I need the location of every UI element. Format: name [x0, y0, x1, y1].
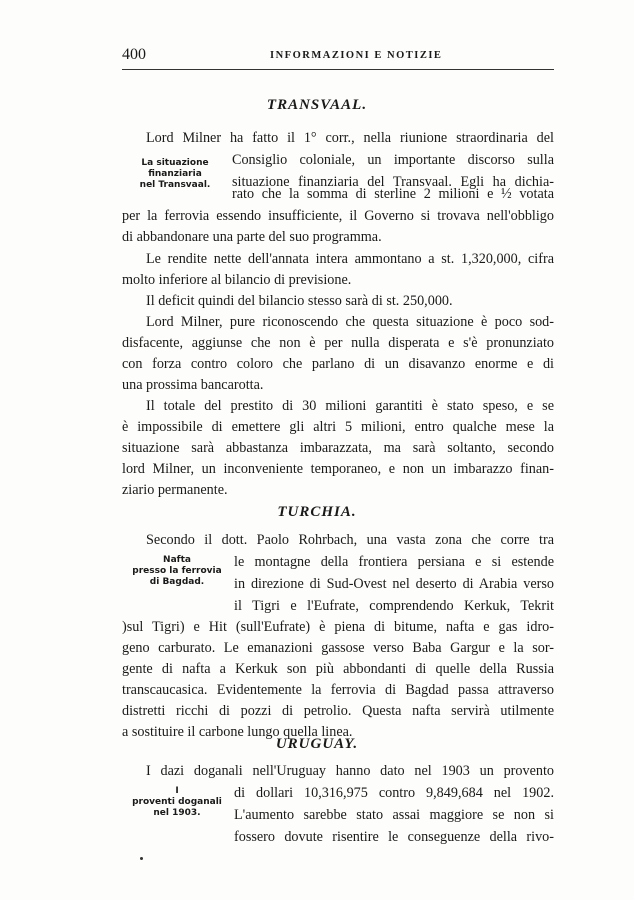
paragraph-line: fossero dovute risentire le conseguenze della rivo-: [234, 829, 554, 845]
paragraph-line: geno carburato. Le emanazioni gassose verso Baba Gargur e la sor-: [122, 640, 554, 656]
side-note-uruguay: I proventi doganali nel 1903.: [132, 786, 222, 818]
paragraph-line: Il totale del prestito di 30 milioni garantiti è stato speso, e se: [146, 398, 554, 414]
paragraph-line: rato che la somma di sterline 2 milioni e ½ votata: [232, 186, 554, 202]
paragraph-line: )sul Tigri) e Hit (sull'Eufrate) è piena di bitume, nafta e gas idro-: [122, 619, 554, 635]
ink-speck: [140, 857, 143, 860]
side-note-turchia: Nafta presso la ferrovia di Bagdad.: [132, 555, 222, 587]
paragraph-line: situazione finanziaria del Transvaal. Egli ha dichia-: [232, 174, 554, 190]
paragraph-line: in direzione di Sud-Ovest nel deserto di Arabia verso: [234, 576, 554, 592]
paragraph-line: le montagne della frontiera persiana e si estende: [234, 554, 554, 570]
page-header: [122, 46, 554, 66]
paragraph-line: Il deficit quindi del bilancio stesso sarà di st. 250,000.: [146, 293, 453, 309]
header-rule: [122, 69, 554, 70]
paragraph-line: distretti ricchi di pozzi di petrolio. Questa nafta servirà utilmente: [122, 703, 554, 719]
paragraph-line: il Tigri e l'Eufrate, comprendendo Kerkuk, Tekrit: [234, 598, 554, 614]
paragraph-line: per la ferrovia essendo insufficiente, il Governo si trovava nell'obbligo: [122, 208, 554, 224]
paragraph-line: ziario permanente.: [122, 482, 228, 498]
paragraph-line: di dollari 10,316,975 contro 9,849,684 nel 1902.: [234, 785, 554, 801]
section-title-uruguay: URUGUAY.: [275, 736, 359, 752]
paragraph-line: gente di nafta a Kerkuk son più abbondanti di quelle della Russia: [122, 661, 554, 677]
running-title: INFORMAZIONI E NOTIZIE: [270, 50, 443, 61]
side-note-transvaal: La situazione finanziaria nel Transvaal.: [139, 158, 211, 190]
paragraph-line: disfacente, aggiunse che non è per nulla disperata e s'è pronunziato: [122, 335, 554, 351]
paragraph-line: con forza contro coloro che parlano di un disavanzo enorme e di: [122, 356, 554, 372]
paragraph-line: situazione sarà abbastanza imbarazzata, ma sarà soltanto, secondo: [122, 440, 554, 456]
paragraph-line: Consiglio coloniale, un importante discorso sulla: [232, 152, 554, 168]
paragraph-line: a sostituire il carbone lungo quella linea.: [122, 724, 353, 740]
section-title-turchia: TURCHIA.: [277, 504, 357, 520]
paragraph-line: Lord Milner ha fatto il 1° corr., nella riunione straordinaria del: [146, 130, 554, 146]
paragraph-line: I dazi doganali nell'Uruguay hanno dato nel 1903 un provento: [146, 763, 554, 779]
paragraph-line: L'aumento sarebbe stato assai maggiore se non si: [234, 807, 554, 823]
paragraph-line: molto inferiore al bilancio di previsione.: [122, 272, 352, 288]
paragraph-line: Secondo il dott. Paolo Rohrbach, una vasta zona che corre tra: [146, 532, 554, 548]
paragraph-line: di abbandonare una parte del suo programma.: [122, 229, 382, 245]
paragraph-line: una prossima bancarotta.: [122, 377, 264, 393]
paragraph-line: transcaucasica. Evidentemente la ferrovia di Bagdad passa attraverso: [122, 682, 554, 698]
paragraph-line: lord Milner, un inconveniente temporaneo, e non un imbarazzo finan-: [122, 461, 554, 477]
paragraph-line: Lord Milner, pure riconoscendo che questa situazione è poco sod-: [146, 314, 554, 330]
paragraph-line: è impossibile di emettere gli altri 5 milioni, entro qualche mese la: [122, 419, 554, 435]
paragraph-line: Le rendite nette dell'annata intera ammontano a st. 1,320,000, cifra: [146, 251, 554, 267]
section-title-transvaal: TRANSVAAL.: [266, 97, 368, 113]
page-number: 400: [122, 46, 146, 63]
